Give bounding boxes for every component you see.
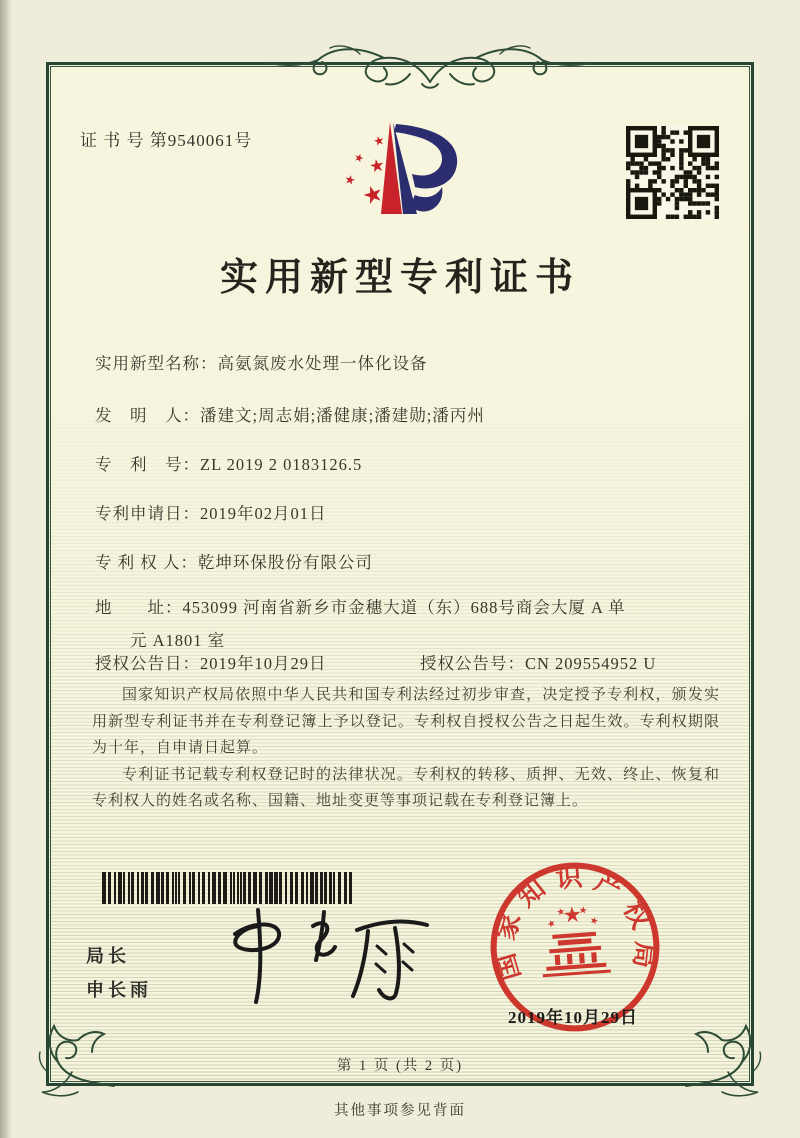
field-row-grant (95, 650, 725, 674)
field-label: 专 利 权 人： (95, 553, 198, 572)
field-value: 高氨氮废水处理一体化设备 (217, 354, 428, 373)
field-value: CN 209554952 U (525, 654, 657, 673)
field-value: 453099 河南省新乡市金穗大道（东）688号商会大厦 A 单 (182, 598, 626, 617)
logo-letter-p (393, 122, 457, 214)
field-row-patent-number (95, 451, 725, 475)
signature-shen-changyu (205, 900, 465, 1015)
field-row-patentee (95, 549, 725, 573)
field-row-address (95, 594, 725, 651)
seal-text: 国家知识产权局 (489, 861, 661, 984)
page-number: 第 1 页 (共 2 页) (336, 1058, 464, 1074)
field-label: 发 明 人： (95, 406, 200, 425)
field-value: 潘建文;周志娟;潘健康;潘建勋;潘丙州 (200, 406, 485, 425)
legal-paragraph-1: 国家知识产权局依照中华人民共和国专利法经过初步审查，决定授予专利权，颁发实用新型专利证书并在专利登记簿上予以登记。专利权自授权公告之日起生效。专利权期限为十年，自申请日起算。 (92, 687, 720, 756)
certificate-number: 证 书 号 第9540061号 (80, 131, 253, 150)
signer-name: 申长雨 (86, 980, 152, 1000)
field-label: 专利申请日： (95, 504, 200, 523)
field-row-filing-date (95, 500, 725, 524)
field-label: 授权公告号： (420, 654, 525, 673)
field-value: 2019年10月29日 (200, 654, 327, 673)
legal-text-block (92, 682, 720, 815)
national-emblem-icon (538, 904, 611, 977)
field-row-inventors (95, 402, 725, 426)
cnipa-logo (333, 110, 513, 238)
field-label: 实用新型名称： (95, 354, 218, 373)
back-side-note: 其他事项参见背面 (334, 1103, 466, 1119)
grant-number-pair (420, 650, 656, 674)
top-flourish-ornament (263, 36, 597, 100)
field-row-name (95, 350, 725, 374)
signer-title: 局长 (86, 946, 130, 966)
field-label: 专 利 号： (95, 455, 200, 474)
qr-code (626, 126, 719, 219)
field-label: 授权公告日： (95, 654, 200, 673)
legal-paragraph-2: 专利证书记载专利权登记时的法律状况。专利权的转移、质押、无效、终止、恢复和专利权人的姓名或名称、国籍、地址变更等事项记载在专利登记簿上。 (92, 766, 720, 809)
field-value: 2019年02月01日 (200, 504, 327, 523)
field-value: ZL 2019 2 0183126.5 (200, 455, 363, 474)
field-label: 地 址： (95, 598, 183, 617)
field-value: 乾坤环保股份有限公司 (197, 553, 373, 572)
seal-date: 2019年10月29日 (508, 1008, 638, 1027)
certificate-title: 实用新型专利证书 (219, 257, 580, 299)
address-line-2: 元 A1801 室 (130, 631, 226, 650)
